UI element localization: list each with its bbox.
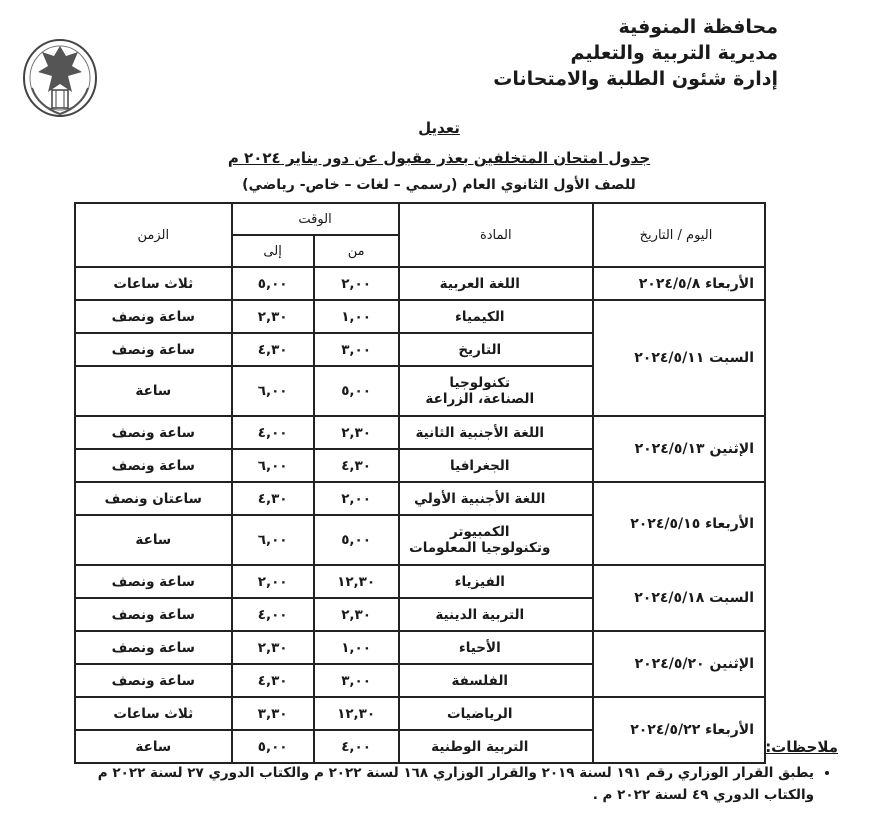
- header-to: إلى: [232, 235, 314, 267]
- day-cell: الإثنين ٢٠٢٤/٥/٢٠: [593, 631, 765, 697]
- to-cell: ٤,٣٠: [232, 482, 314, 515]
- subject-cell: الكيمياء: [399, 300, 593, 333]
- notes-section: [76, 738, 838, 806]
- duration-cell: ساعة ونصف: [75, 631, 232, 664]
- subject-cell: اللغة الأجنبية الأولي: [399, 482, 593, 515]
- from-cell: ٢,٣٠: [314, 598, 399, 631]
- to-cell: ٦,٠٠: [232, 449, 314, 482]
- duration-cell: ساعة: [75, 730, 232, 763]
- subject-cell: الجغرافيا: [399, 449, 593, 482]
- to-cell: ٢,٣٠: [232, 300, 314, 333]
- subject-cell: التاريخ: [399, 333, 593, 366]
- subject-cell: [399, 515, 593, 565]
- directorate-name: مديرية التربية والتعليم: [570, 42, 778, 64]
- table-row: [75, 416, 765, 449]
- duration-cell: ساعتان ونصف: [75, 482, 232, 515]
- table-row: [75, 697, 765, 730]
- duration-cell: ساعة ونصف: [75, 565, 232, 598]
- from-cell: ٢,٠٠: [314, 482, 399, 515]
- from-cell: ١٢,٣٠: [314, 565, 399, 598]
- to-cell: ٥,٠٠: [232, 267, 314, 300]
- to-cell: ٦,٠٠: [232, 515, 314, 565]
- subject-cell: الأحياء: [399, 631, 593, 664]
- header-duration: الزمن: [75, 203, 232, 267]
- subject-cell: الفيزياء: [399, 565, 593, 598]
- day-cell: الإثنين ٢٠٢٤/٥/١٣: [593, 416, 765, 482]
- table-row: [75, 631, 765, 664]
- table-row: [75, 300, 765, 333]
- subject-line-2: الصناعة، الزراعة: [425, 391, 535, 407]
- to-cell: ٥,٠٠: [232, 730, 314, 763]
- from-cell: ٥,٠٠: [314, 366, 399, 416]
- from-cell: ١٢,٣٠: [314, 697, 399, 730]
- duration-cell: ساعة ونصف: [75, 333, 232, 366]
- schedule-title: جدول امتحان المتخلفين بعذر مقبول عن دور يناير ٢٠٢٤ م: [227, 149, 651, 167]
- to-cell: ٤,٣٠: [232, 333, 314, 366]
- duration-cell: ثلاث ساعات: [75, 267, 232, 300]
- header-from: من: [314, 235, 399, 267]
- from-cell: ٢,٣٠: [314, 416, 399, 449]
- day-cell: الأربعاء ٢٠٢٤/٥/١٥: [593, 482, 765, 565]
- day-cell: الأربعاء ٢٠٢٤/٥/٢٢: [593, 697, 765, 763]
- header-day-date: اليوم / التاريخ: [593, 203, 765, 267]
- duration-cell: ساعة: [75, 515, 232, 565]
- from-cell: ٢,٠٠: [314, 267, 399, 300]
- duration-cell: ساعة: [75, 366, 232, 416]
- to-cell: ٤,٠٠: [232, 416, 314, 449]
- from-cell: ٣,٠٠: [314, 664, 399, 697]
- notes-list: [76, 762, 838, 806]
- amendment-label: تعديل: [418, 119, 460, 137]
- subject-cell: التربية الوطنية: [399, 730, 593, 763]
- notes-heading: ملاحظات:: [765, 738, 838, 756]
- document-title-block: [120, 118, 758, 198]
- eagle-emblem-icon: [18, 32, 102, 120]
- subject-line-1: تكنولوجيا: [449, 375, 511, 391]
- duration-cell: ساعة ونصف: [75, 598, 232, 631]
- to-cell: ٦,٠٠: [232, 366, 314, 416]
- day-cell: السبت ٢٠٢٤/٥/١١: [593, 300, 765, 416]
- from-cell: ٥,٠٠: [314, 515, 399, 565]
- header-subject: المادة: [399, 203, 593, 267]
- header-time: الوقت: [232, 203, 399, 235]
- governorate-name: محافظة المنوفية: [618, 16, 778, 38]
- subject-cell: التربية الدينية: [399, 598, 593, 631]
- to-cell: ٤,٣٠: [232, 664, 314, 697]
- subject-cell: [399, 366, 593, 416]
- grade-subtitle: للصف الأول الثانوي العام (رسمي – لغات – خاص- رياضي): [242, 177, 636, 193]
- from-cell: ١,٠٠: [314, 631, 399, 664]
- subject-cell: الفلسفة: [399, 664, 593, 697]
- day-cell: السبت ٢٠٢٤/٥/١٨: [593, 565, 765, 631]
- from-cell: ٤,٠٠: [314, 730, 399, 763]
- to-cell: ٣,٣٠: [232, 697, 314, 730]
- subject-cell: اللغة العربية: [399, 267, 593, 300]
- subject-line-2: وتكنولوجيا المعلومات: [409, 540, 551, 556]
- table-row: [75, 267, 765, 300]
- directorate-header: [493, 14, 778, 92]
- from-cell: ١,٠٠: [314, 300, 399, 333]
- duration-cell: ساعة ونصف: [75, 449, 232, 482]
- from-cell: ٤,٣٠: [314, 449, 399, 482]
- to-cell: ٤,٠٠: [232, 598, 314, 631]
- to-cell: ٢,٣٠: [232, 631, 314, 664]
- exam-schedule-table: [74, 202, 766, 764]
- subject-cell: اللغة الأجنبية الثانية: [399, 416, 593, 449]
- duration-cell: ثلاث ساعات: [75, 697, 232, 730]
- subject-cell: الرياضيات: [399, 697, 593, 730]
- subject-line-1: الكمبيوتر: [449, 524, 510, 540]
- duration-cell: ساعة ونصف: [75, 416, 232, 449]
- department-name: إدارة شئون الطلبة والامتحانات: [493, 68, 778, 90]
- table-header-row: [75, 203, 765, 235]
- duration-cell: ساعة ونصف: [75, 664, 232, 697]
- table-row: [75, 565, 765, 598]
- table-row: [75, 482, 765, 515]
- duration-cell: ساعة ونصف: [75, 300, 232, 333]
- to-cell: ٢,٠٠: [232, 565, 314, 598]
- day-cell: الأربعاء ٢٠٢٤/٥/٨: [593, 267, 765, 300]
- from-cell: ٣,٠٠: [314, 333, 399, 366]
- note-item: • يطبق القرار الوزاري رقم ١٩١ لسنة ٢٠١٩ والقرار الوزاري ١٦٨ لسنة ٢٠٢٢ م والكتاب الدوري ٢٧ لسنة ٢٠٢٢ م والكتاب الدوري ٤٩ لسنة ٢٠٢٢ م .: [76, 762, 814, 806]
